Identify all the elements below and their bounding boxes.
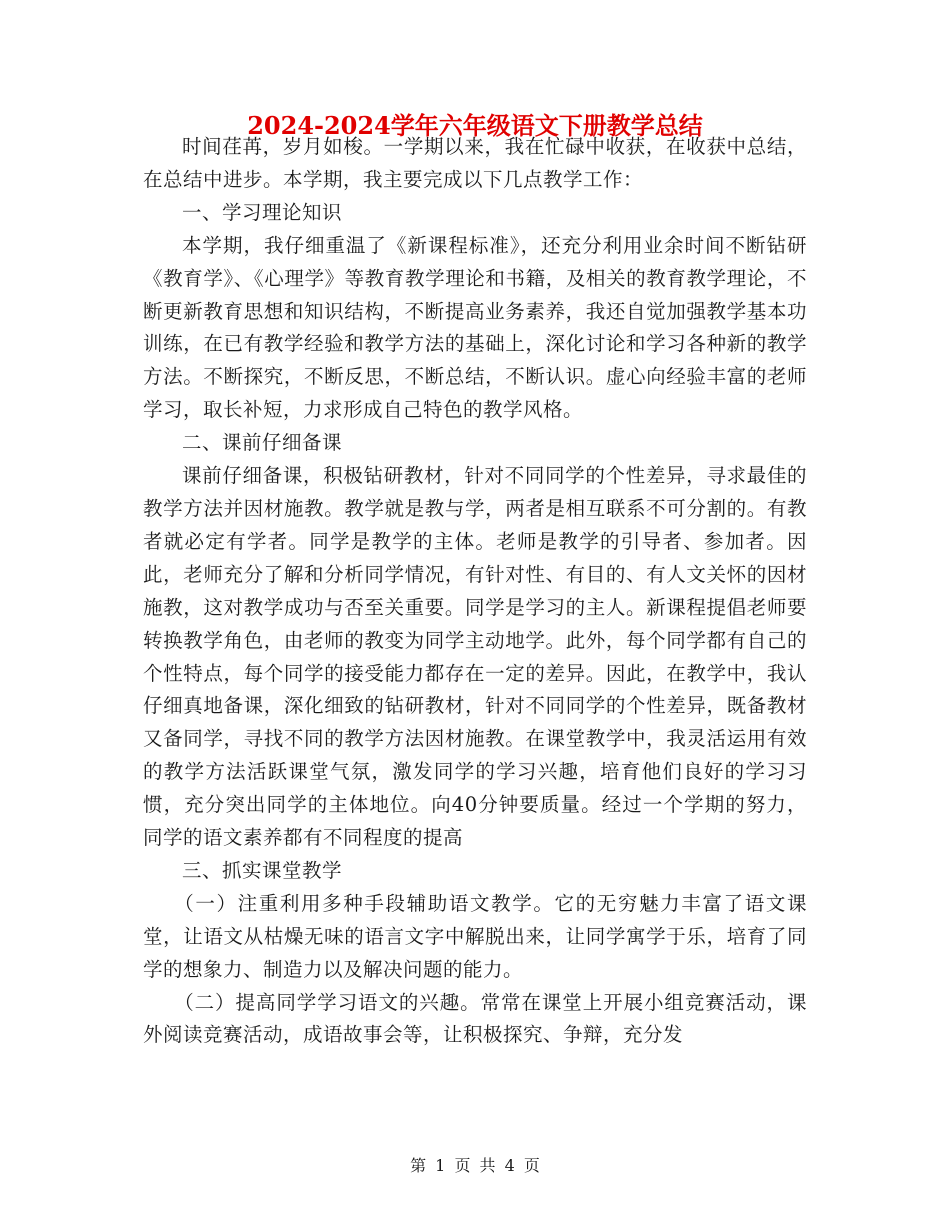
section-3-heading: 三、抓实课堂教学 <box>182 858 343 882</box>
document-body <box>143 131 807 1052</box>
section-2-paragraph: 课前仔细备课，积极钻研教材，针对不同同学的个性差异，寻求最佳的教学方法并因材施教。教学就是教与学，两者是相互联系不可分割的。有教者就必定有学者。同学是教学的主体。老师是教学的引导者、参加者。因此，老师充分了解和分析同学情况，有针对性、有目的、有人文关怀的因材施教，这对教学成功与否至关重要。同学是学习的主人。新课程提倡老师要转换教学角色，由老师的教变为同学主动地学。此外，每个同学都有自己的个性特点，每个同学的接受能力都存在一定的差异。因此，在教学中，我认仔细真地备课，深化细致的钻研教材，针对不同同学的个性差异，既备教材又备同学，寻找不同的教学方法因材施教。在课堂教学中，我灵活运用有效的教学方法活跃课堂气氛，激发同学的学习兴趣，培育他们良好的学习习惯，充分突出同学的主体地位。向40分钟要质量。经过一个学期的努力，同学的语文素养都有不同程度的提高 <box>143 464 807 850</box>
section-2-heading: 二、课前仔细备课 <box>182 431 343 455</box>
intro-paragraph: 时间荏苒，岁月如梭。一学期以来，我在忙碌中收获，在收获中总结，在总结中进步。本学期，我主要完成以下几点教学工作： <box>143 135 807 191</box>
document-title: 2024-2024学年六年级语文下册教学总结 <box>247 111 703 140</box>
page-number-footer: 第 1 页 共 4 页 <box>410 1156 540 1175</box>
section-1-heading: 一、学习理论知识 <box>182 200 343 224</box>
section-1-paragraph: 本学期，我仔细重温了《新课程标准》，还充分利用业余时间不断钻研《教育学》、《心理学》等教育教学理论和书籍，及相关的教育教学理论，不断更新教育思想和知识结构，不断提高业务素养，我还自觉加强教学基本功训练，在已有教学经验和教学方法的基础上，深化讨论和学习各种新的教学方法。不断探究，不断反思，不断总结，不断认识。虚心向经验丰富的老师学习，取长补短，力求形成自己特色的教学风格。 <box>143 233 807 422</box>
section-3-item-2: （二）提高同学学习语文的兴趣。常常在课堂上开展小组竞赛活动，课外阅读竞赛活动，成语故事会等，让积极探究、争辩，充分发 <box>143 990 807 1047</box>
section-3-item-1: （一）注重利用多种手段辅助语文教学。它的无穷魅力丰富了语文课堂，让语文从枯燥无味的语言文字中解脱出来，让同学寓学于乐，培育了同学的想象力、制造力以及解决问题的能力。 <box>143 891 807 981</box>
